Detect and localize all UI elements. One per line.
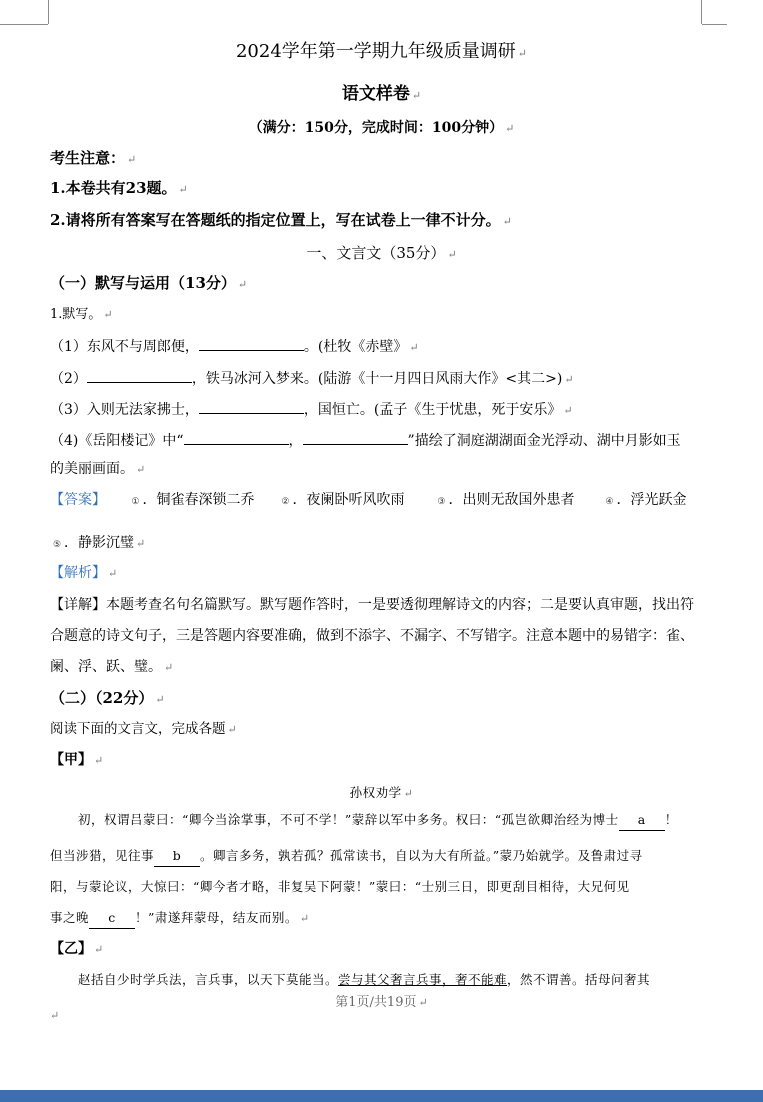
paragraph-mark: ↵ [178, 183, 188, 196]
trailing-paragraph-mark [48, 1005, 59, 1026]
part-2-title-text: （二）（22分） [50, 689, 154, 707]
q1-1-text-a: （1）东风不与周郎便， [50, 339, 199, 355]
paragraph-mark: ↵ [108, 567, 118, 580]
q1-4-text-b: ， [288, 433, 303, 449]
part-1-title-text: （一）默写与运用（13分） [50, 274, 236, 292]
underlined-sentence: 尝与其父奢言兵事，奢不能难 [338, 972, 508, 987]
answer-num: ① [131, 497, 140, 507]
q1-2-text-a: （2） [50, 371, 87, 387]
answer-blank [303, 429, 408, 445]
passage-text: ！ [664, 812, 678, 827]
answer-item-3 [434, 490, 602, 512]
paragraph-mark: ↵ [418, 996, 428, 1009]
subject-title [0, 79, 763, 104]
paragraph-mark: ↵ [411, 89, 422, 102]
answer-num: ⑤ [52, 540, 62, 550]
score-info-text: （满分：150分，完成时间：100分钟） [248, 120, 504, 136]
answer-blank [199, 335, 304, 351]
answer-num: ③ [437, 497, 446, 507]
paragraph-mark: ↵ [409, 341, 419, 354]
paragraph-mark: ↵ [127, 153, 137, 166]
paragraph-mark: ↵ [155, 693, 165, 706]
blank-a: a [619, 810, 665, 831]
question-1-title-text: 1.默写。 [50, 307, 102, 322]
passage-text: 赵括自少时学兵法，言兵事，以天下莫能当。 [78, 972, 339, 987]
question-1-title [50, 305, 113, 325]
notice-item-2-text: 2.请将所有答案写在答题纸的指定位置上，写在试卷上一律不计分。 [50, 211, 501, 229]
subject-title-text: 语文样卷 [341, 84, 410, 104]
q1-3-text-b: ，国恒亡。(孟子《生于忧患，死于安乐》 [303, 402, 562, 418]
answer-num: ② [281, 497, 290, 507]
analysis-detail-1 [50, 595, 694, 615]
notice-item-1 [50, 178, 188, 200]
page-number: 第1页/共19页 [335, 995, 417, 1010]
answer-text: ．铜雀春深锁二乔 [142, 492, 255, 508]
question-1-2 [50, 367, 574, 390]
answer-text: ．静影沉璧 [64, 535, 134, 551]
question-1-3 [50, 398, 573, 421]
q1-1-text-b: 。(杜牧《赤壁》 [303, 339, 408, 355]
answer-num: ④ [605, 497, 614, 507]
paragraph-mark: ↵ [103, 308, 113, 321]
blank-c: c [89, 908, 135, 929]
q1-2-text-b: ，铁马冰河入梦来。(陆游《十一月四日风雨大作》<其二>) [191, 371, 563, 387]
analysis-detail-3 [50, 657, 173, 678]
exam-title [0, 37, 763, 63]
question-1-4 [50, 429, 681, 451]
answer-blank [199, 398, 304, 414]
answer-line-2 [50, 533, 145, 555]
paragraph-mark: ↵ [403, 787, 414, 800]
paragraph-mark: ↵ [564, 373, 574, 386]
analysis-detail-text: 【详解】本题考查名句名篇默写。默写题作答时，一是要透彻理解诗文的内容；二是要认真审题，找出符 [50, 597, 694, 613]
answer-label: 【答案】 [50, 492, 106, 508]
paragraph-mark: ↵ [94, 943, 104, 956]
passage-line-2 [50, 846, 643, 867]
question-1-1 [50, 335, 419, 358]
answer-text: ．夜阑卧听风吹雨 [292, 492, 405, 508]
passage-text: ，然不谓善。括母问奢其 [507, 972, 651, 987]
notice-label [50, 148, 136, 170]
answer-blank [87, 367, 192, 383]
passage-title-text: 孙权劝学 [349, 785, 402, 800]
answer-item-4 [602, 490, 686, 512]
q1-4-text-c: ”描绘了洞庭湖湖面金光浮动、湖中月影如玉 [407, 433, 681, 449]
analysis-detail-2 [50, 626, 694, 646]
answer-item-1 [128, 490, 278, 512]
notice-item-2 [50, 210, 512, 232]
score-info [0, 117, 763, 137]
notice-label-text: 考生注意： [50, 149, 126, 167]
passage-text: 事之晚 [50, 910, 90, 925]
part-2-title [50, 688, 165, 710]
part-1-title [50, 273, 247, 295]
answer-text: ．浮光跃金 [616, 492, 687, 508]
paragraph-mark: ↵ [227, 723, 237, 736]
paragraph-mark: ↵ [517, 47, 528, 60]
paragraph-mark: ↵ [563, 404, 573, 417]
window-bottom-bar [0, 1090, 763, 1102]
q1-4-text-a: （4)《岳阳楼记》中“ [50, 433, 184, 449]
question-1-4-cont [50, 459, 145, 480]
crop-mark-top-right-h [702, 24, 727, 25]
answer-text: ．出则无敌国外患者 [448, 492, 575, 508]
paragraph-mark: ↵ [502, 215, 512, 228]
paragraph-mark: ↵ [299, 912, 310, 925]
passage-line-5 [78, 970, 650, 990]
paragraph-mark: ↵ [447, 248, 457, 261]
paragraph-mark: ↵ [237, 278, 248, 291]
passage-text: 阳，与蒙论议，大惊曰：“卿今者才略，非复吴下阿蒙！”蒙曰：“士别三日，即更刮目相待，大兄何见 [50, 879, 630, 894]
q1-3-text-a: （3）入则无法家拂士， [50, 402, 199, 418]
blank-b: b [154, 846, 200, 867]
jia-label-text: 【甲】 [50, 752, 92, 768]
answer-line [50, 490, 686, 512]
analysis-detail-text: 阑、浮、跃、璧。 [50, 659, 162, 675]
crop-mark-top-left [48, 0, 49, 24]
passage-line-3 [50, 877, 630, 897]
yi-label [50, 939, 103, 960]
section-1-title [0, 242, 763, 263]
q1-4-text-d: 的美丽画面。 [50, 461, 134, 477]
analysis-label [50, 563, 117, 584]
part-2-instruction-text: 阅读下面的文言文，完成各题 [50, 721, 226, 737]
analysis-detail-text: 合题意的诗文句子，三是答题内容要准确，做到不添字、不漏字、不写错字。注意本题中的易错字：雀、 [50, 628, 694, 644]
exam-title-text: 2024学年第一学期九年级质量调研 [235, 41, 516, 62]
yi-label-text: 【乙】 [50, 941, 92, 957]
paragraph-mark: ↵ [505, 122, 515, 135]
passage-title [0, 783, 763, 801]
passage-text: ！”肃遂拜蒙母，结友而别。 [135, 910, 298, 925]
answer-blank [184, 429, 289, 445]
paragraph-mark: ↵ [94, 754, 104, 767]
page-footer [0, 991, 763, 1010]
notice-item-1-text: 1.本卷共有23题。 [50, 179, 177, 197]
paragraph-mark: ↵ [50, 1009, 60, 1022]
paragraph-mark: ↵ [136, 463, 146, 476]
answer-item-2 [278, 490, 434, 512]
paragraph-mark: ↵ [136, 537, 146, 550]
crop-mark-top-right [701, 0, 702, 24]
passage-line-4 [50, 908, 310, 929]
jia-label [50, 750, 103, 771]
section-1-title-text: 一、文言文（35分） [306, 244, 446, 262]
part-2-instruction [50, 719, 237, 740]
passage-text: 但当涉猎，见往事 [50, 848, 155, 863]
crop-mark-top-left-h [0, 24, 48, 25]
analysis-label-text: 【解析】 [50, 565, 106, 581]
passage-text: 。卿言多务，孰若孤？孤常读书，自以为大有所益。”蒙乃始就学。及鲁肃过寻 [200, 848, 643, 863]
passage-text: 初，权谓吕蒙曰：“卿今当涂掌事，不可不学！”蒙辞以军中多务。权曰：“孤岂欲卿治经为博士 [78, 812, 619, 827]
paragraph-mark: ↵ [164, 661, 174, 674]
passage-line-1 [78, 810, 678, 831]
